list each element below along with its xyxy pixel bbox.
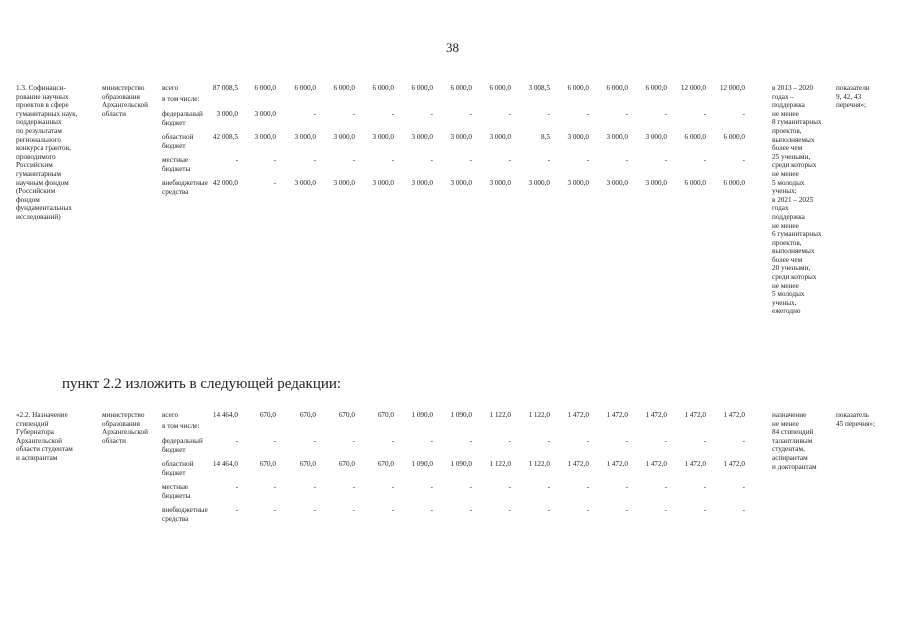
value-cell: 12 000,0 [680,84,706,92]
value-cell: - [469,110,472,118]
value-cell: 3 000,0 [489,179,511,187]
value-cell: 42 008,5 [212,133,238,141]
value-cell: - [391,506,394,514]
value-cell: 6 000,0 [723,179,745,187]
value-cell: 3 000,0 [294,133,316,141]
value-cell: - [586,156,589,164]
value-cell: 3 000,0 [489,133,511,141]
value-cell: - [547,437,550,445]
value-cell: 1 472,0 [684,411,706,419]
value-cell: 1 472,0 [606,460,628,468]
funding-source: внебюджетные средства [162,179,208,196]
value-cell: 3 000,0 [294,179,316,187]
expected-result: в 2013 – 2020 годах – поддержка не менее 8 гуманитарных проектов, выполняемых более чем 25 учеными, среди которых не менее 5 молодых ученых; в 2021 – 2025 годах поддержка не менее 6 гуманитарных проектов, выполняемых более чем 20 учеными, среди которых не менее 5 молодых ученых, ежегодно [772,84,822,316]
value-cell: - [352,437,355,445]
value-cell: 1 472,0 [723,460,745,468]
value-cell: - [625,437,628,445]
value-cell: 3 000,0 [645,133,667,141]
funding-source: всего [162,411,179,419]
value-cell: - [742,110,745,118]
funding-source: областной бюджет [162,460,194,477]
value-cell: 42 000,0 [212,179,238,187]
value-cell: - [508,506,511,514]
value-cell: 1 472,0 [567,411,589,419]
funding-source: в том числе: [162,422,200,430]
value-cell: - [742,483,745,491]
activity-name: «2.2. Назначение стипендий Губернатора Архангельской области студентам и аспирантам [16,411,73,462]
value-cell: 8,5 [541,133,550,141]
value-cell: - [391,437,394,445]
value-cell: - [586,437,589,445]
value-cell: - [742,506,745,514]
value-cell: - [391,483,394,491]
value-cell: - [742,437,745,445]
value-cell: - [391,110,394,118]
value-cell: - [235,156,238,164]
value-cell: 3 008,5 [528,84,550,92]
value-cell: 670,0 [259,411,276,419]
value-cell: 1 472,0 [606,411,628,419]
value-cell: - [703,506,706,514]
value-cell: - [273,437,276,445]
value-cell: - [352,156,355,164]
value-cell: 3 000,0 [333,133,355,141]
value-cell: 6 000,0 [606,84,628,92]
section-heading: пункт 2.2 изложить в следующей редакции: [62,376,342,392]
value-cell: - [313,156,316,164]
value-cell: 6 000,0 [333,84,355,92]
value-cell: - [586,506,589,514]
funding-source: в том числе: [162,95,200,103]
value-cell: 670,0 [259,460,276,468]
value-cell: 3 000,0 [450,133,472,141]
value-cell: 1 090,0 [411,460,433,468]
value-cell: 670,0 [338,460,355,468]
page-number: 38 [446,40,459,55]
funding-source: федеральный бюджет [162,110,203,127]
value-cell: 670,0 [299,460,316,468]
funding-source: местные бюджеты [162,156,191,173]
value-cell: 670,0 [338,411,355,419]
value-cell: - [664,110,667,118]
value-cell: - [703,156,706,164]
funding-source: всего [162,84,179,92]
value-cell: 6 000,0 [723,133,745,141]
expected-result: назначение не менее 84 стипендий талантливым студентам, аспирантам и докторантам [772,411,817,471]
value-cell: 3 000,0 [450,179,472,187]
value-cell: - [664,506,667,514]
value-cell: 3 000,0 [528,179,550,187]
value-cell: - [313,483,316,491]
value-cell: 6 000,0 [254,84,276,92]
value-cell: 87 008,5 [212,84,238,92]
value-cell: 6 000,0 [294,84,316,92]
value-cell: 6 000,0 [567,84,589,92]
funding-source: внебюджетные средства [162,506,208,523]
value-cell: 3 000,0 [411,179,433,187]
value-cell: - [742,156,745,164]
funding-source: местные бюджеты [162,483,191,500]
value-cell: - [508,110,511,118]
value-cell: 3 000,0 [216,110,238,118]
indicator-ref: показатели 9, 42, 43 перечня»; [836,84,870,110]
value-cell: 6 000,0 [645,84,667,92]
value-cell: 3 000,0 [254,133,276,141]
value-cell: 3 000,0 [372,179,394,187]
value-cell: - [547,483,550,491]
value-cell: - [313,437,316,445]
value-cell: 6 000,0 [684,133,706,141]
value-cell: - [547,156,550,164]
value-cell: - [430,506,433,514]
value-cell: - [391,156,394,164]
value-cell: - [469,506,472,514]
value-cell: 3 000,0 [372,133,394,141]
value-cell: 3 000,0 [254,110,276,118]
value-cell: - [703,437,706,445]
value-cell: - [625,110,628,118]
value-cell: - [313,506,316,514]
value-cell: - [547,506,550,514]
executor: министерство образования Архангельской области [102,411,148,445]
value-cell: - [235,506,238,514]
value-cell: - [586,110,589,118]
activity-name: 1.3. Софинанси- рование научных проектов в сфере гуманитарных наук, поддержанных по результатам регионального конкурса грантов, проводимого Российским гуманитарным научным фондом (Российским фондом фундаментальных исследований) [16,84,78,221]
executor: министерство образования Архангельской области [102,84,148,118]
value-cell: 14 464,0 [212,411,238,419]
funding-source: федеральный бюджет [162,437,203,454]
value-cell: - [352,483,355,491]
value-cell: - [273,156,276,164]
value-cell: - [508,483,511,491]
value-cell: 1 122,0 [489,411,511,419]
value-cell: 1 122,0 [489,460,511,468]
value-cell: 3 000,0 [567,179,589,187]
value-cell: - [469,483,472,491]
value-cell: - [625,483,628,491]
value-cell: - [430,156,433,164]
value-cell: - [664,156,667,164]
value-cell: - [664,483,667,491]
value-cell: 6 000,0 [450,84,472,92]
value-cell: - [625,156,628,164]
value-cell: 3 000,0 [606,133,628,141]
value-cell: 1 472,0 [645,411,667,419]
value-cell: - [547,110,550,118]
value-cell: 3 000,0 [411,133,433,141]
value-cell: - [430,437,433,445]
value-cell: - [469,156,472,164]
value-cell: - [273,506,276,514]
value-cell: - [273,179,276,187]
value-cell: 3 000,0 [567,133,589,141]
value-cell: 1 122,0 [528,411,550,419]
funding-source: областной бюджет [162,133,194,150]
value-cell: 1 472,0 [684,460,706,468]
value-cell: 12 000,0 [719,84,745,92]
value-cell: - [235,483,238,491]
value-cell: - [664,437,667,445]
value-cell: 670,0 [377,411,394,419]
value-cell: 6 000,0 [372,84,394,92]
value-cell: - [703,110,706,118]
value-cell: - [625,506,628,514]
value-cell: 1 472,0 [645,460,667,468]
value-cell: 3 000,0 [333,179,355,187]
value-cell: - [352,506,355,514]
value-cell: - [508,437,511,445]
value-cell: - [313,110,316,118]
value-cell: 1 472,0 [723,411,745,419]
value-cell: 1 472,0 [567,460,589,468]
value-cell: 1 090,0 [411,411,433,419]
value-cell: 3 000,0 [645,179,667,187]
value-cell: - [430,110,433,118]
value-cell: - [430,483,433,491]
value-cell: - [235,437,238,445]
value-cell: 670,0 [377,460,394,468]
value-cell: 1 122,0 [528,460,550,468]
value-cell: - [273,483,276,491]
value-cell: 6 000,0 [684,179,706,187]
value-cell: - [586,483,589,491]
value-cell: 670,0 [299,411,316,419]
value-cell: 1 090,0 [450,460,472,468]
value-cell: 14 464,0 [212,460,238,468]
value-cell: - [469,437,472,445]
indicator-ref: показатель 45 перечня»; [836,411,875,428]
value-cell: - [508,156,511,164]
value-cell: 6 000,0 [489,84,511,92]
value-cell: 6 000,0 [411,84,433,92]
value-cell: 1 090,0 [450,411,472,419]
value-cell: 3 000,0 [606,179,628,187]
value-cell: - [703,483,706,491]
value-cell: - [352,110,355,118]
